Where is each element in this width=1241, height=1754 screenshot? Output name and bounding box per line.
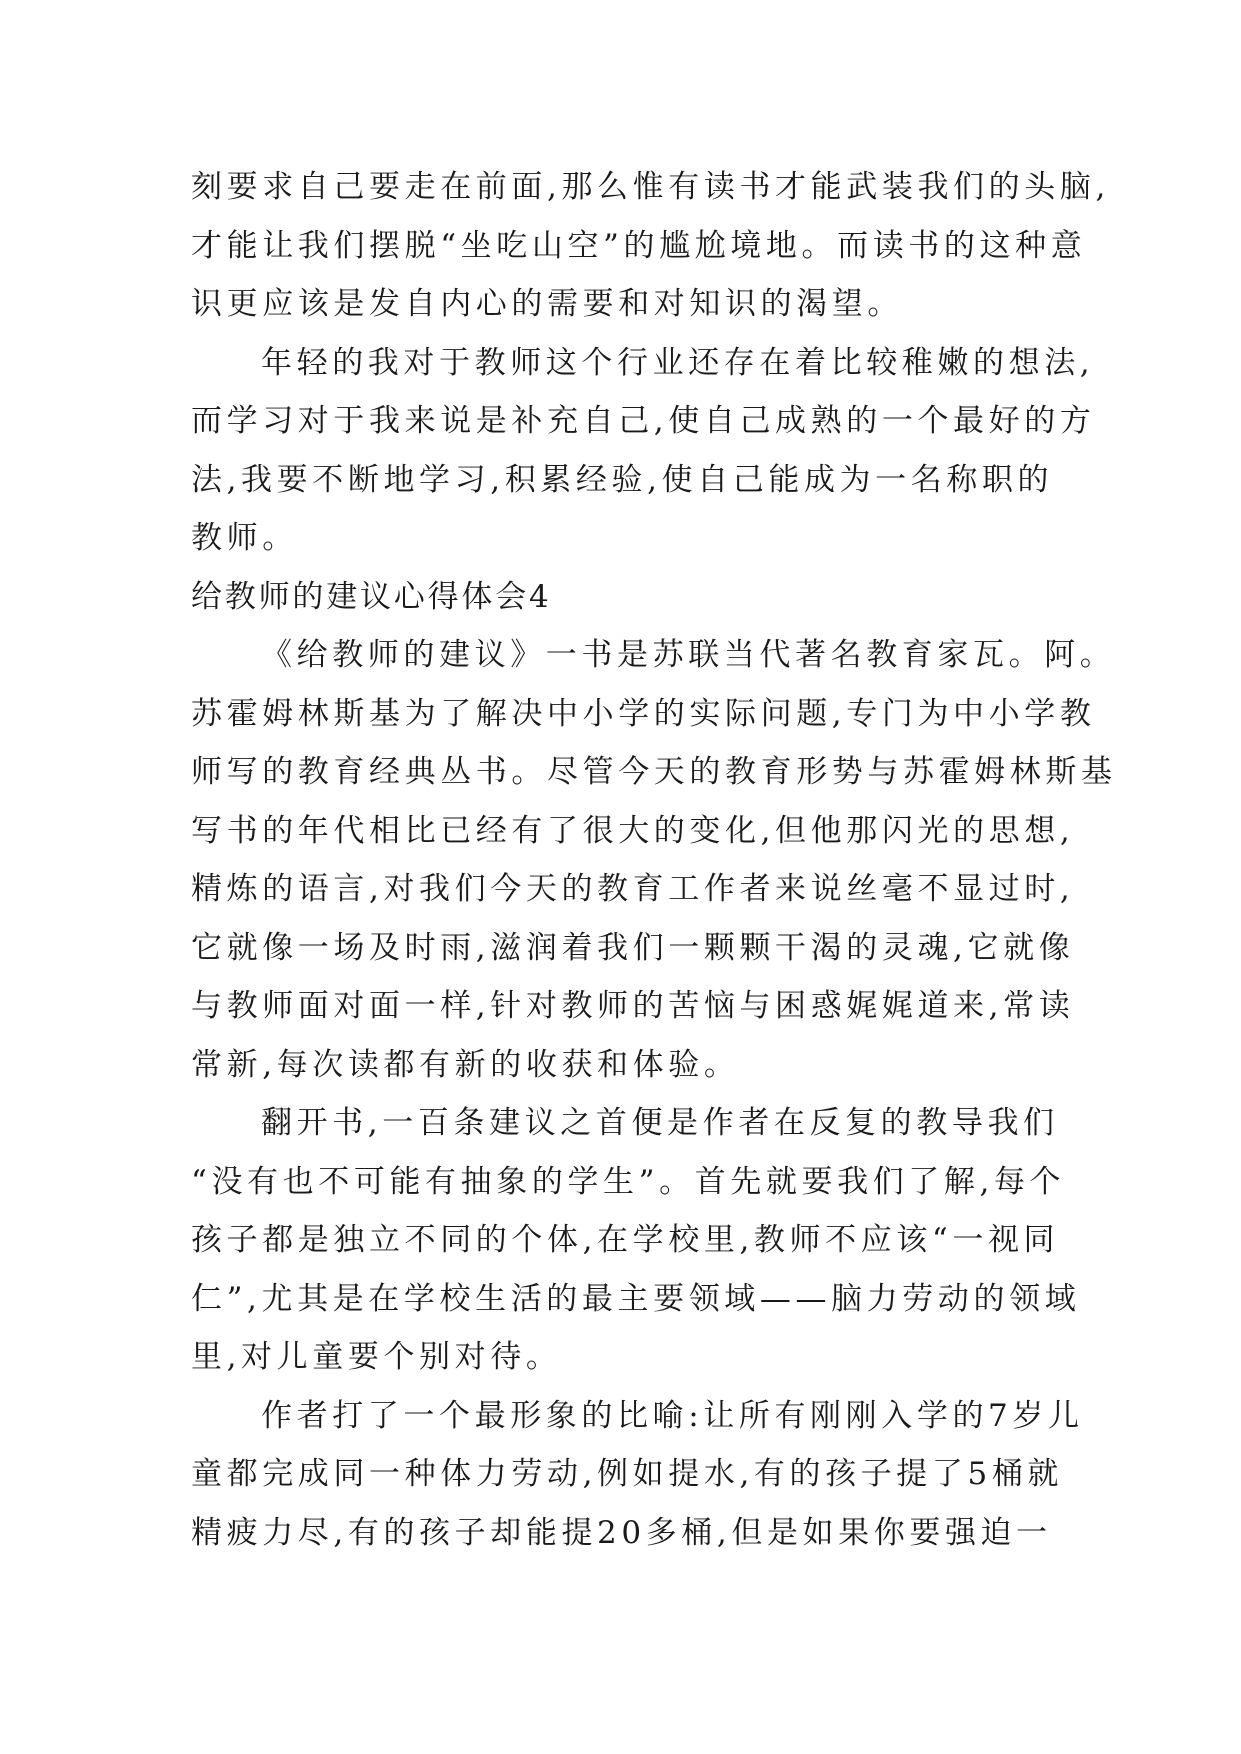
- text-line: 它就像一场及时雨,滋润着我们一颗颗干渴的灵魂,它就像: [191, 929, 1075, 966]
- paragraph-continuation: [191, 158, 1110, 334]
- text-line: 法,我要不断地学习,积累经验,使自己能成为一名称职的: [191, 461, 1054, 498]
- text-line: 精炼的语言,对我们今天的教育工作者来说丝毫不显过时,: [191, 871, 1075, 907]
- paragraph: [191, 1094, 1091, 1387]
- text-line: 写书的年代相比已经有了很大的变化,但他那闪光的思想,: [191, 812, 1075, 849]
- text-line: 《给教师的建议》一书是苏联当代著名教育家瓦。阿。: [261, 637, 1116, 673]
- text-line: 作者打了一个最形象的比喻:让所有刚刚入学的7岁儿: [261, 1397, 1084, 1434]
- text-line: 翻开书,一百条建议之首便是作者在反复的教导我们: [261, 1105, 1059, 1141]
- section-heading: [191, 568, 1091, 627]
- text-line: 教师。: [191, 520, 298, 556]
- text-line: 识更应该是发自内心的需要和对知识的渴望。: [191, 286, 903, 322]
- text-line: 而学习对于我来说是补充自己,使自己成熟的一个最好的方: [191, 403, 1096, 439]
- paragraph: [191, 626, 1117, 1094]
- text-line: 才能让我们摆脱“坐吃山空”的尴尬境地。而读书的这种意: [191, 227, 1087, 264]
- document-body: [191, 158, 1117, 1562]
- paragraph: [191, 1387, 1091, 1563]
- text-line: 常新,每次读都有新的收获和体验。: [191, 1046, 740, 1083]
- text-line: 师写的教育经典丛书。尽管今天的教育形势与苏霍姆林斯基: [191, 754, 1117, 790]
- text-line: 精疲力尽,有的孩子却能提20多桶,但是如果你要强迫一: [191, 1514, 1052, 1551]
- text-line: 苏霍姆林斯基为了解决中小学的实际问题,专门为中小学教: [191, 695, 1096, 732]
- text-line: 仁”,尤其是在学校生活的最主要领域——脑力劳动的领域: [191, 1280, 1081, 1317]
- text-line: 里,对儿童要个别对待。: [191, 1339, 562, 1375]
- section-title: 给教师的建议心得体会4: [191, 578, 552, 615]
- text-line: “没有也不可能有抽象的学生”。首先就要我们了解,每个: [191, 1163, 1066, 1200]
- text-line: 与教师面对面一样,针对教师的苦恼与困惑娓娓道来,常读: [191, 988, 1075, 1024]
- text-line: 孩子都是独立不同的个体,在学校里,教师不应该“一视同: [191, 1222, 1060, 1258]
- text-line: 童都完成同一种体力劳动,例如提水,有的孩子提了5桶就: [191, 1456, 1064, 1492]
- paragraph: [191, 334, 1096, 568]
- text-line: 年轻的我对于教师这个行业还存在着比较稚嫩的想法,: [261, 344, 1095, 381]
- text-line: 刻要求自己要走在前面,那么惟有读书才能武装我们的头脑,: [191, 169, 1110, 205]
